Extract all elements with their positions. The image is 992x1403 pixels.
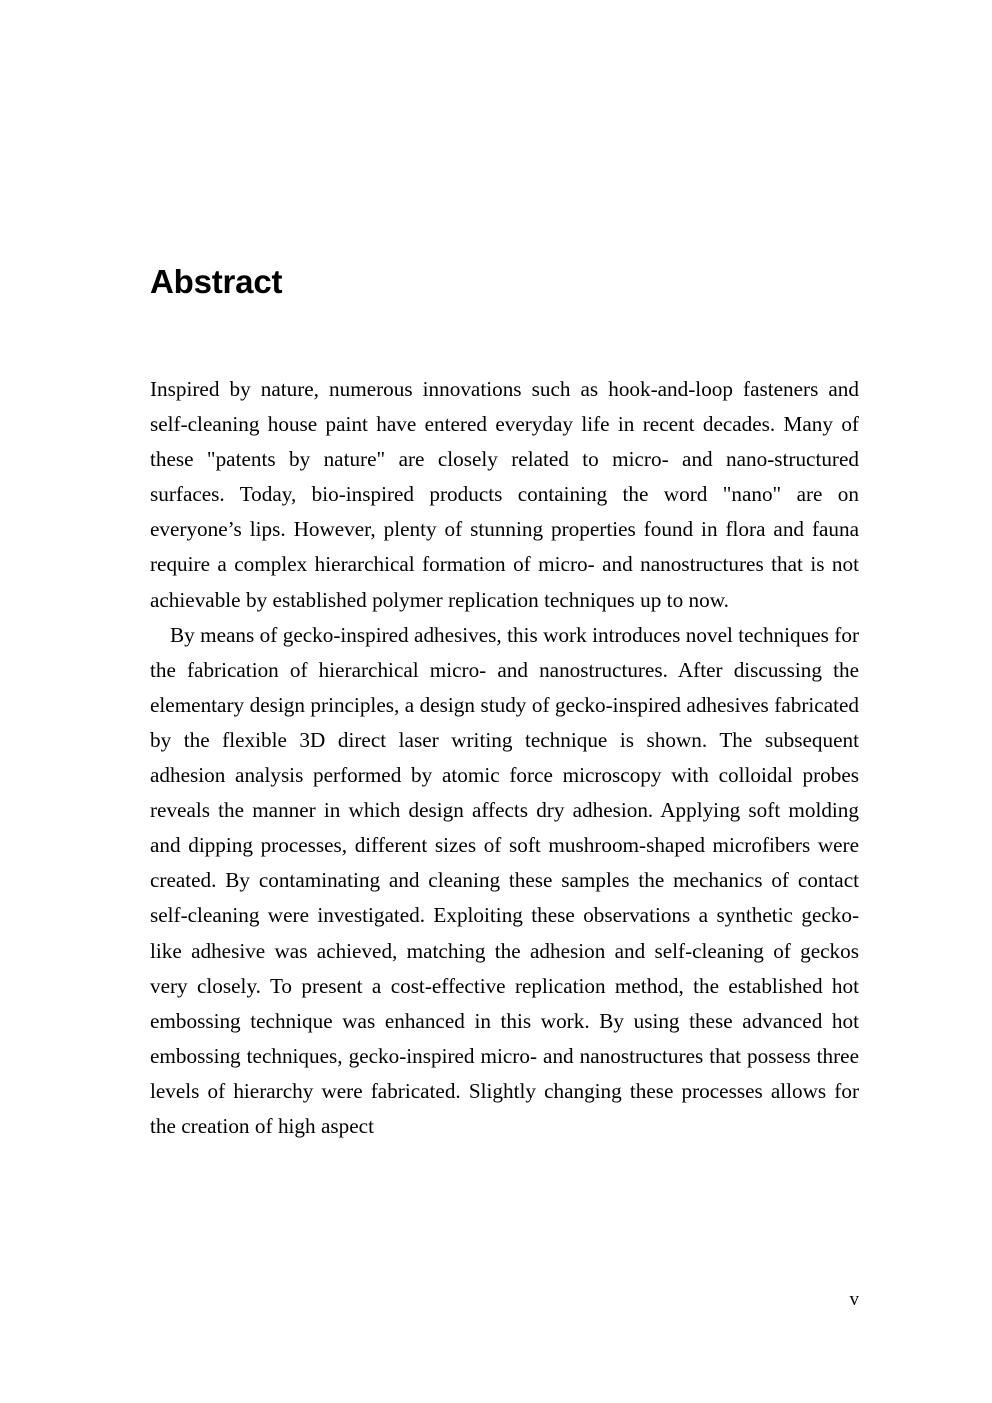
abstract-paragraph-2: By means of gecko-inspired adhesives, this work introduces novel techniques for the fabrication of hierarchical micro- and nanostructures. After discussing the elementary design principles, a design study of gecko-inspired adhesives fabricated by the flexible 3D direct laser writing technique is shown. The subsequent adhesion analysis performed by atomic force microscopy with colloidal probes reveals the manner in which design affects dry adhesion. Applying soft molding and dipping processes, different sizes of soft mushroom-shaped microfibers were created. By contaminating and cleaning these samples the mechanics of contact self-cleaning were investigated. Exploiting these observations a synthetic gecko-like adhesive was achieved, matching the adhesion and self-cleaning of geckos very closely. To present a cost-effective replication method, the established hot embossing technique was enhanced in this work. By using these advanced hot embossing techniques, gecko-inspired micro- and nanostructures that possess three levels of hierarchy were fabricated. Slightly changing these processes allows for the creation of high aspect (150, 622, 859, 1138)
page-number: v (849, 1289, 859, 1310)
page-title: Abstract (150, 263, 283, 300)
abstract-paragraph-1: Inspired by nature, numerous innovations such as hook-and-loop fasteners and self-cleaning house paint have entered everyday life in recent decades. Many of these "patents by nature" are closely related to micro- and nano-structured surfaces. Today, bio-inspired products containing the word "nano" are on everyone’s lips. However, plenty of stunning properties found in flora and fauna require a complex hierarchical formation of micro- and nanostructures that is not achievable by established polymer replication techniques up to now. (150, 377, 859, 612)
abstract-content (150, 262, 859, 1144)
